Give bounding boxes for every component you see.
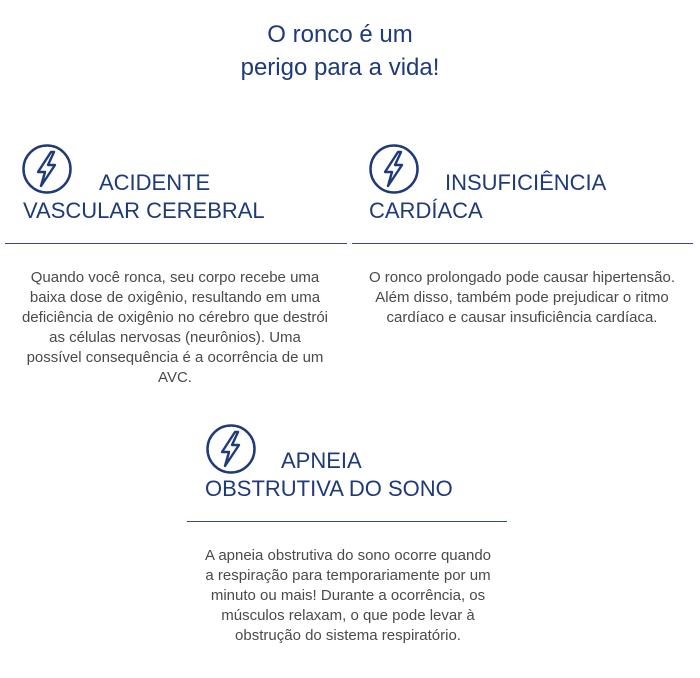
card-heading-avc-line-2: VASCULAR CEREBRAL (23, 198, 265, 223)
card-heading-apneia-line-1: APNEIA (281, 448, 362, 473)
divider-avc (5, 243, 347, 244)
lightning-bolt-icon (21, 143, 73, 195)
title-line-2: perigo para a vida! (240, 54, 440, 81)
card-heading-apneia-line-2: OBSTRUTIVA DO SONO (205, 476, 453, 501)
divider-cardiaca (352, 243, 693, 244)
card-body-apneia: A apneia obstrutiva do sono ocorre quando a respiração para temporariamente por um minuto ou mais! Durante a ocorrência, os músculos relaxam, o que pode levar à obstrução do sistema respiratório. (204, 547, 492, 644)
card-body-cardiaca: O ronco prolongado pode causar hipertensão. Além disso, também pode prejudicar o ritmo cardíaco e causar insuficiência cardíaca. (368, 269, 676, 326)
card-heading-avc-line-1: ACIDENTE (99, 170, 211, 195)
card-body-avc: Quando você ronca, seu corpo recebe uma baixa dose de oxigênio, resultando em uma deficiência de oxigênio no cérebro que destrói as células nervosas (neurônios). Uma possível consequência é a ocorrência de um AVC. (21, 269, 329, 386)
card-heading-cardiaca-line-2: CARDÍACA (369, 198, 483, 223)
lightning-bolt-icon (368, 143, 420, 195)
lightning-bolt-icon (205, 423, 257, 475)
card-heading-cardiaca-line-1: INSUFICIÊNCIA (445, 170, 607, 195)
title-line-1: O ronco é um (267, 21, 413, 48)
divider-apneia (187, 521, 507, 522)
page-title (0, 18, 680, 84)
